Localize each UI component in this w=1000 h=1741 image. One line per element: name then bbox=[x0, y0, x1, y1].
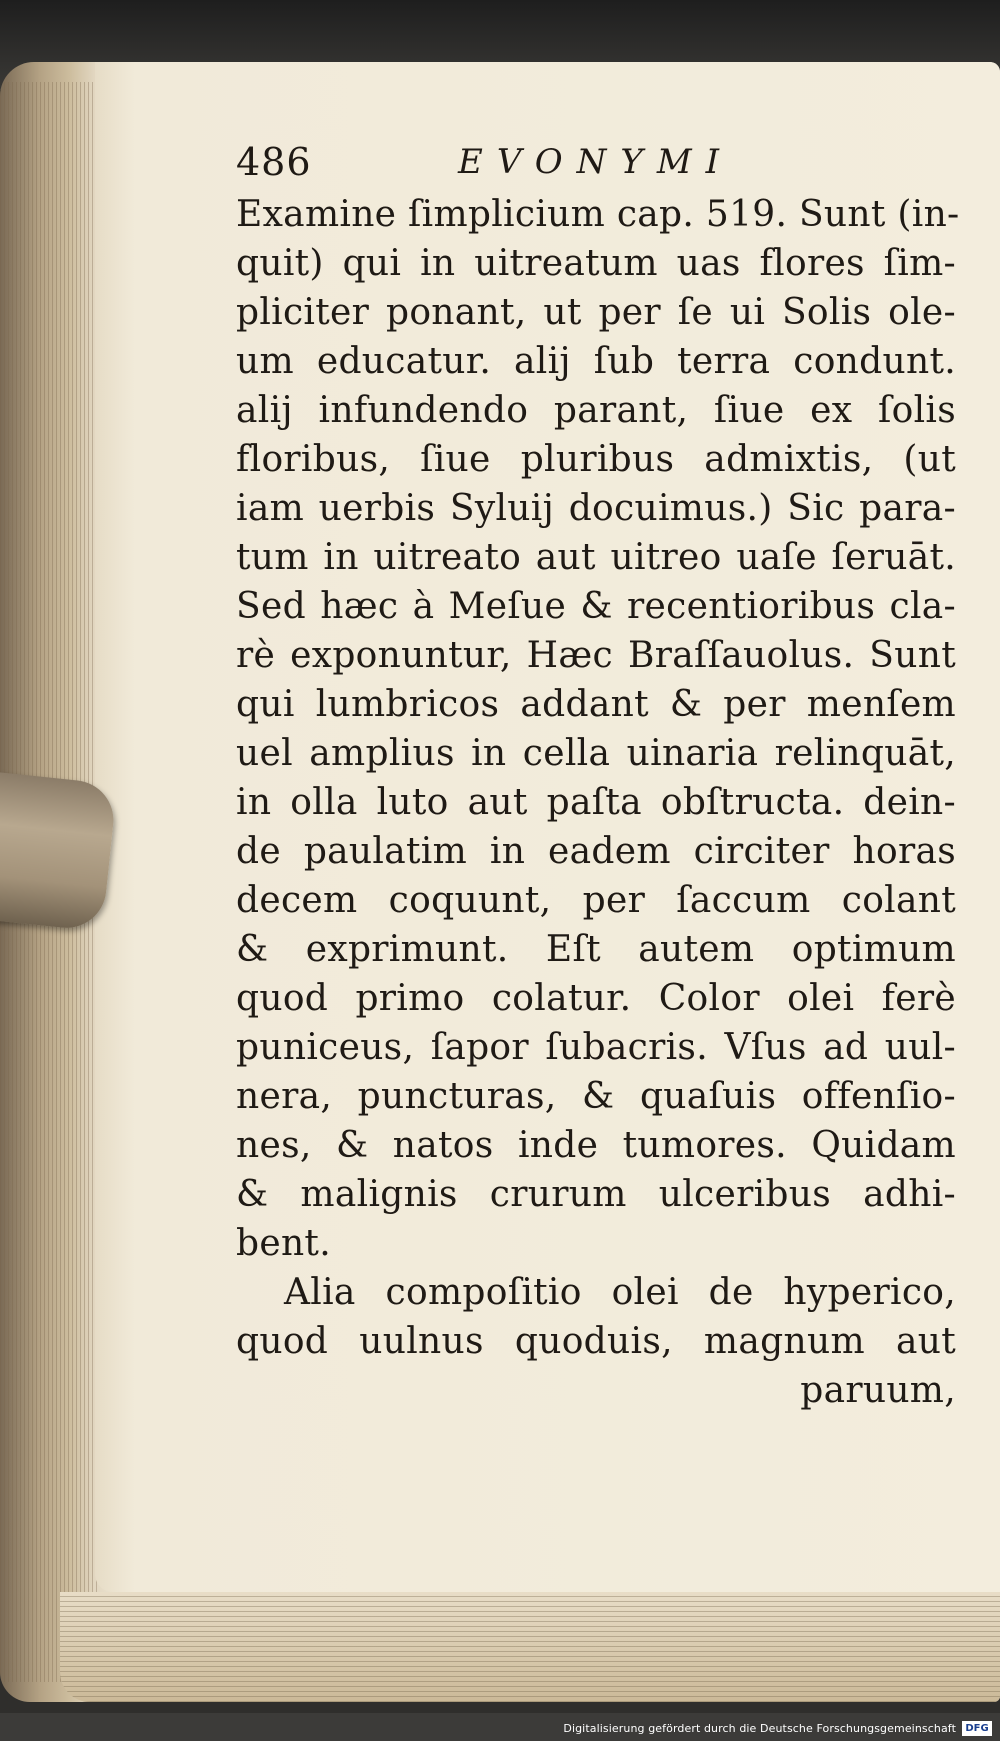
page-number: 486 bbox=[236, 140, 312, 184]
text-line: nes, & natos inde tumores. Quidam bbox=[236, 1125, 956, 1166]
text-line: quit) qui in uitreatum uas flores ſim- bbox=[236, 243, 956, 284]
body-text bbox=[236, 190, 960, 1415]
page-edges-bottom bbox=[60, 1592, 1000, 1702]
text-line: pliciter ponant, ut per ſe ui Solis ole- bbox=[236, 292, 956, 333]
text-line: in olla luto aut paſta obſtructa. dein- bbox=[236, 782, 956, 823]
text-line: quod primo colatur. Color olei ferè bbox=[236, 978, 956, 1019]
text-line: Examine ſimplicium cap. 519. Sunt (in- bbox=[236, 194, 960, 235]
footer-bar bbox=[0, 1713, 1000, 1741]
text-line: um educatur. alij ſub terra condunt. bbox=[236, 341, 956, 382]
text-line: de paulatim in eadem circiter horas bbox=[236, 831, 956, 872]
text-line: uel amplius in cella uinaria relinquāt, bbox=[236, 733, 956, 774]
text-line: Sed hæc à Meſue & recentioribus cla- bbox=[236, 586, 956, 627]
text-line: decem coquunt, per ſaccum colant bbox=[236, 880, 956, 921]
text-line: iam uerbis Syluij docuimus.) Sic para- bbox=[236, 488, 956, 529]
page-header bbox=[236, 140, 956, 190]
text-line: quod uulnus quoduis, magnum aut bbox=[236, 1321, 956, 1362]
text-line: & exprimunt. Eſt autem optimum bbox=[236, 929, 956, 970]
text-line: bent. bbox=[236, 1223, 331, 1264]
bookmark-tab bbox=[0, 772, 117, 932]
text-line: & malignis crurum ulceribus adhi- bbox=[236, 1174, 956, 1215]
footer-credit: Digitalisierung gefördert durch die Deutsche Forschungsgemeinschaft bbox=[563, 1722, 956, 1735]
text-line: nera, puncturas, & quaſuis offenſio- bbox=[236, 1076, 956, 1117]
running-head: EVONYMI bbox=[458, 142, 734, 182]
text-line: qui lumbricos addant & per menſem bbox=[236, 684, 956, 725]
text-line: alij infundendo parant, ſiue ex ſolis bbox=[236, 390, 956, 431]
text-line: tum in uitreato aut uitreo uaſe ſeruāt. bbox=[236, 537, 956, 578]
text-line: puniceus, ſapor ſubacris. Vſus ad uul- bbox=[236, 1027, 956, 1068]
text-line: floribus, ſiue pluribus admixtis, (ut bbox=[236, 439, 956, 480]
text-line: rè exponuntur, Hæc Braſſauolus. Sunt bbox=[236, 635, 956, 676]
catchword: paruum, bbox=[800, 1370, 956, 1411]
dfg-logo: DFG bbox=[962, 1721, 992, 1736]
text-line: Alia compoſitio olei de hyperico, bbox=[284, 1272, 956, 1313]
